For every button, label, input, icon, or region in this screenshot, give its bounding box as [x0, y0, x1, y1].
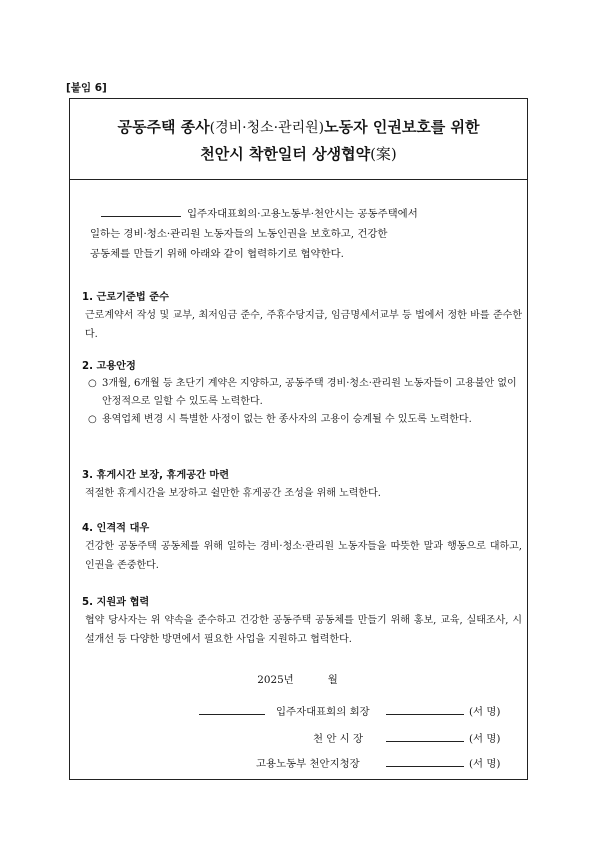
section-4: [82, 520, 522, 575]
circle-bullet-icon: ○: [88, 414, 97, 425]
section-body: 건강한 공동주택 공동체를 위해 일하는 경비·청소·관리원 노동자들을 따뜻한 말과 행동으로 대하고, 인권을 존중한다.: [85, 541, 522, 571]
intro-text-1: 입주자대표회의·고용노동부·천안시는 공동주택에서: [187, 208, 418, 220]
section-heading: 3. 휴게시간 보장, 휴게공간 마련: [82, 470, 230, 481]
signatory-title: 고용노동부 천안지청장: [256, 758, 360, 770]
bullet-text: 용역업체 변경 시 특별한 사정이 없는 한 종사자의 고용이 승계될 수 있도록 노력한다.: [102, 414, 472, 425]
list-item: [82, 375, 522, 411]
title-part-c: 천안시 착한일터 상생협약: [200, 145, 371, 163]
date-year: 2025년: [257, 674, 294, 686]
title-part-b: 노동자 인권보호를 위한: [324, 118, 480, 136]
section-heading: 2. 고용안정: [82, 361, 136, 372]
signatory-title: 천 안 시 장: [313, 733, 364, 745]
sign-label: (서 명): [469, 758, 501, 770]
section-body: 협약 당사자는 위 약속을 준수하고 건강한 공동주택 공동체를 만들기 위해 홍보, 교육, 실태조사, 시설개선 등 다양한 방면에서 필요한 사업을 지원하고 협력한다.: [85, 615, 522, 645]
signatory-title: 입주자대표회의 회장: [276, 706, 370, 718]
intro-line-1: [86, 204, 516, 224]
title-line-2: [70, 143, 527, 164]
section-heading: 4. 인격적 대우: [82, 523, 150, 534]
sign-label: (서 명): [469, 706, 501, 718]
signer-name-line[interactable]: [199, 703, 265, 715]
title-box: [69, 98, 528, 180]
section-body: 적절한 휴게시간을 보장하고 쉴만한 휴게공간 조성을 위해 노력한다.: [85, 488, 381, 499]
agreement-date: [0, 671, 595, 686]
intro-line-2: 일하는 경비·청소·관리원 노동자들의 노동인권을 보호하고, 건강한: [90, 228, 388, 240]
intro-paragraph: [86, 204, 516, 264]
list-item: [82, 411, 522, 429]
section-heading: 5. 지원과 협력: [82, 597, 150, 608]
section-heading: 1. 근로기준법 준수: [82, 292, 169, 303]
bullet-text: 3개월, 6개월 등 초단기 계약은 지양하고, 공동주택 경비·청소·관리원 노동자들이 고용불안 없이 안정적으로 일할 수 있도록 노력한다.: [102, 378, 517, 407]
circle-bullet-icon: ○: [88, 378, 97, 389]
section-body: 근로계약서 작성 및 교부, 최저임금 준수, 주휴수당지급, 임금명세서교부 등 법에서 정한 바를 준수한다.: [85, 310, 522, 340]
signature-line[interactable]: [386, 703, 464, 715]
title-paren: (경비·청소·관리원): [209, 120, 325, 136]
attachment-label: [붙임 6]: [66, 82, 107, 94]
party-blank-line: [101, 204, 181, 217]
title-line-1: [70, 116, 527, 137]
section-2: [82, 358, 522, 429]
section-5: [82, 594, 522, 649]
title-draft-mark: (案): [370, 145, 397, 163]
section-1: [82, 289, 522, 344]
intro-line-3: 공동체를 만들기 위해 아래와 같이 협력하기로 협약한다.: [90, 248, 344, 260]
sign-label: (서 명): [469, 733, 501, 745]
signature-line[interactable]: [386, 730, 464, 742]
signature-line[interactable]: [386, 755, 464, 767]
section-3: [82, 467, 522, 503]
date-month: 월: [327, 674, 338, 686]
title-part-a: 공동주택 종사: [117, 118, 210, 136]
